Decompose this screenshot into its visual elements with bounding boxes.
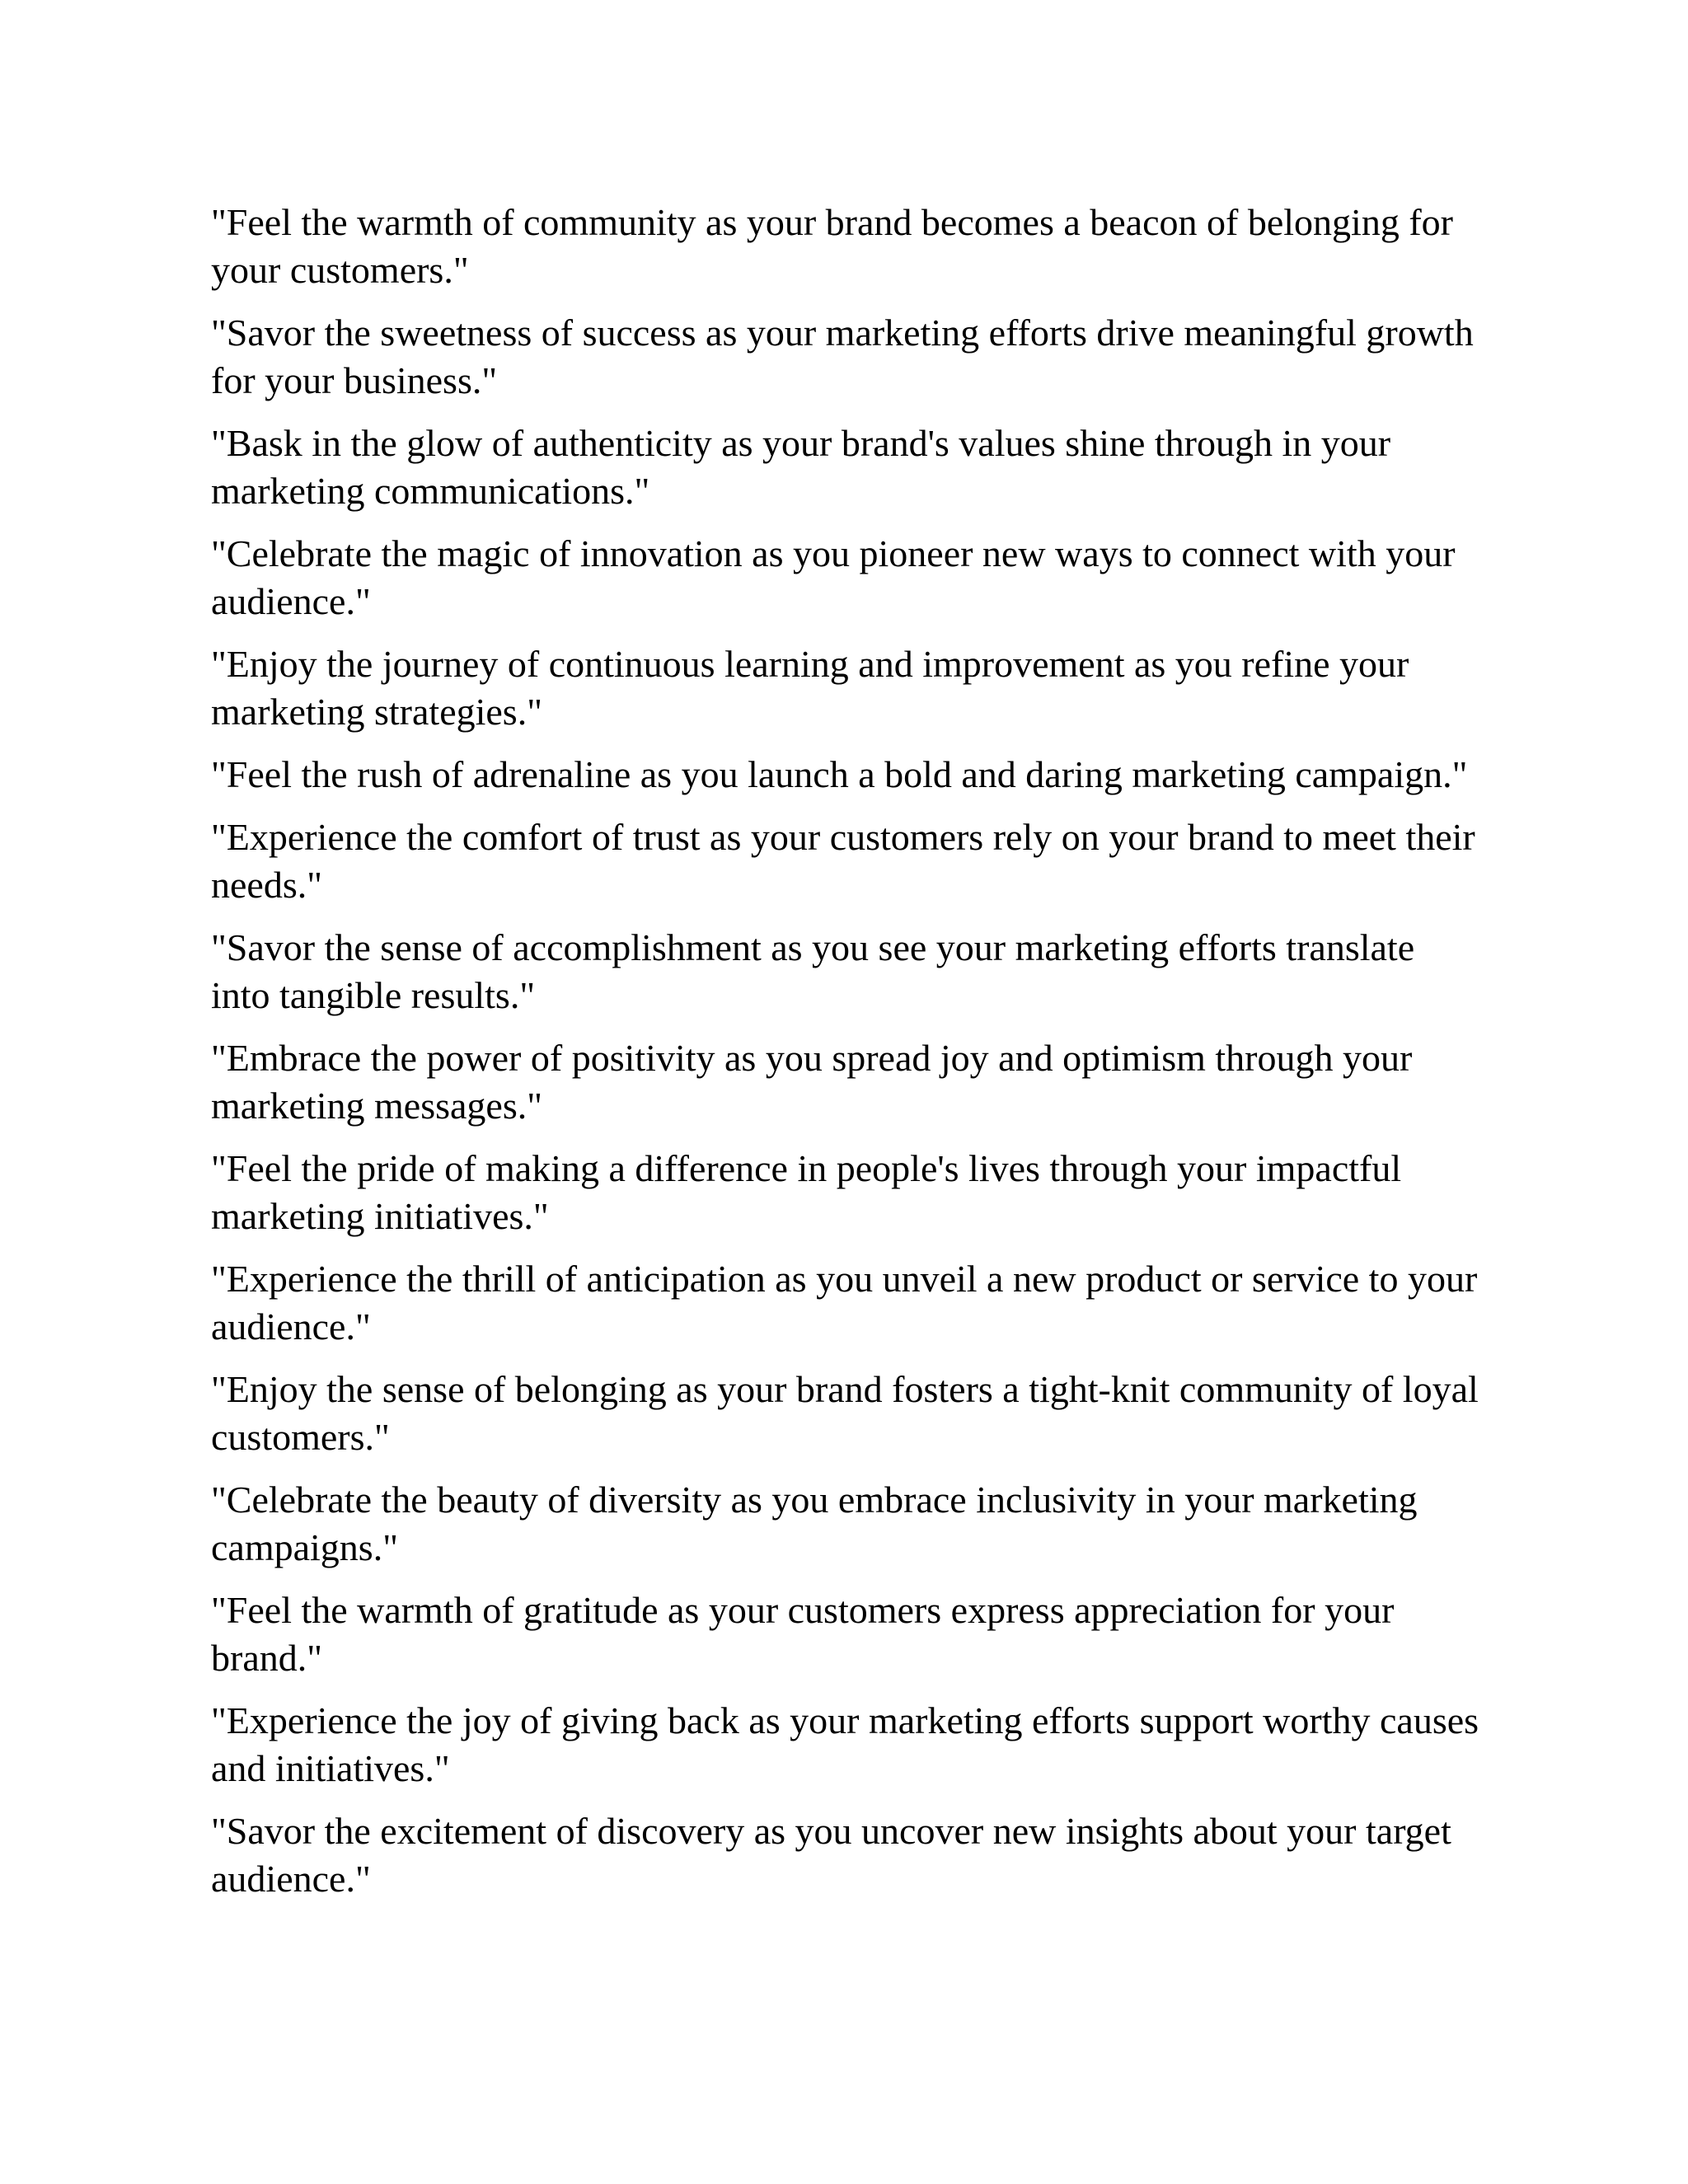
quote-item: "Experience the thrill of anticipation as you unveil a new product or service to your audience." bbox=[211, 1258, 1478, 1347]
quote-item: "Experience the comfort of trust as your customers rely on your brand to meet their needs." bbox=[211, 816, 1475, 906]
quote-item: "Experience the joy of giving back as your marketing efforts support worthy causes and initiatives." bbox=[211, 1699, 1479, 1789]
quote-item: "Feel the pride of making a difference in people's lives through your impactful marketing initiatives." bbox=[211, 1147, 1402, 1237]
quote-item: "Enjoy the journey of continuous learning and improvement as you refine your marketing strategies." bbox=[211, 643, 1409, 733]
quote-item: "Bask in the glow of authenticity as your brand's values shine through in your marketing communications." bbox=[211, 422, 1391, 512]
quote-item: "Savor the sense of accomplishment as you see your marketing efforts translate into tangible results." bbox=[211, 926, 1415, 1016]
quote-list bbox=[211, 199, 1480, 1918]
quote-item: "Feel the warmth of gratitude as your customers express appreciation for your brand." bbox=[211, 1589, 1395, 1679]
quote-item: "Savor the excitement of discovery as you uncover new insights about your target audience." bbox=[211, 1810, 1451, 1900]
quote-item: "Enjoy the sense of belonging as your brand fosters a tight-knit community of loyal customers." bbox=[211, 1368, 1479, 1458]
quote-item: "Celebrate the beauty of diversity as you embrace inclusivity in your marketing campaigns." bbox=[211, 1479, 1418, 1568]
quote-item: "Celebrate the magic of innovation as you pioneer new ways to connect with your audience." bbox=[211, 532, 1456, 622]
quote-item: "Embrace the power of positivity as you spread joy and optimism through your marketing messages." bbox=[211, 1037, 1413, 1127]
quote-item: "Feel the warmth of community as your brand becomes a beacon of belonging for your customers." bbox=[211, 201, 1453, 291]
quote-item: "Feel the rush of adrenaline as you launch a bold and daring marketing campaign." bbox=[211, 753, 1468, 795]
quote-item: "Savor the sweetness of success as your marketing efforts drive meaningful growth for your business." bbox=[211, 312, 1474, 401]
